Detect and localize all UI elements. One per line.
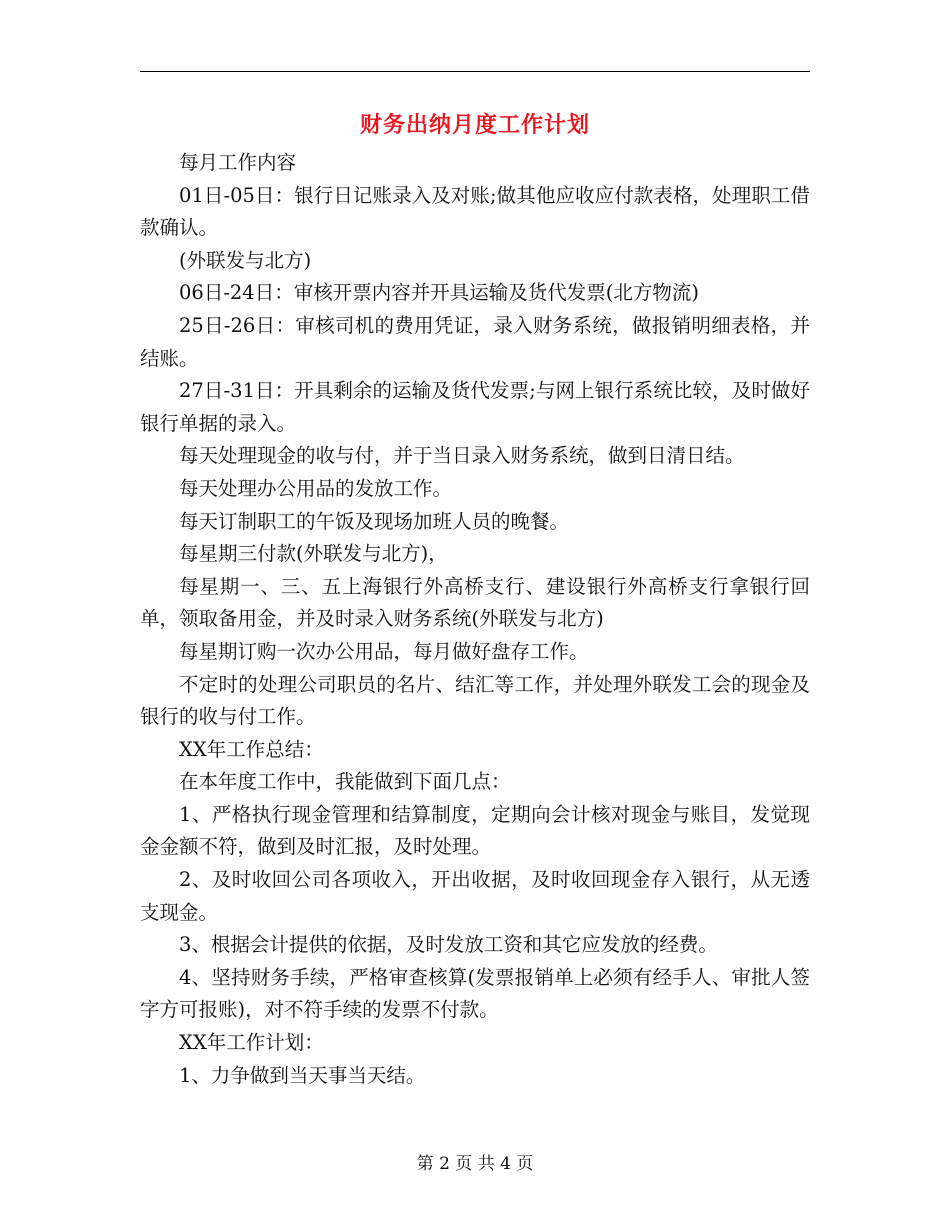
paragraph-summary-heading: XX年工作总结：	[179, 737, 324, 761]
paragraph-wednesday-payment: 每星期三付款(外联发与北方)，	[179, 542, 448, 566]
paragraph-weekly-supplies: 每星期订购一次办公用品，每月做好盘存工作。	[179, 639, 589, 663]
paragraph-irregular-tasks: 不定时的处理公司职员的名片、结汇等工作，并处理外联发工会的现金及银行的收与付工作。	[140, 672, 810, 729]
paragraph-summary-item-2: 2、及时收回公司各项收入，开出收据，及时收回现金存入银行，从无透支现金。	[140, 868, 810, 924]
paragraph-daily-cash: 每天处理现金的收与付，并于当日录入财务系统，做到日清日结。	[179, 444, 745, 468]
paragraph-note-companies: (外联发与北方)	[179, 248, 312, 272]
paragraph-days-01-05: 01日-05日：银行日记账录入及对账;做其他应收应付款表格，处理职工借款确认。	[140, 183, 810, 240]
paragraph-daily-supplies: 每天处理办公用品的发放工作。	[179, 476, 453, 500]
page-number-label: 第 2 页 共 4 页	[416, 1154, 534, 1174]
paragraph-summary-intro: 在本年度工作中，我能做到下面几点：	[179, 770, 511, 794]
paragraph-summary-item-4: 4、坚持财务手续，严格审查核算(发票报销单上必须有经手人、审批人签字方可报账)，对不符手续的发票不付款。	[140, 965, 810, 1022]
paragraph-monthly-work-heading: 每月工作内容	[179, 151, 297, 174]
paragraph-plan-item-1: 1、力争做到当天事当天结。	[179, 1063, 426, 1087]
paragraph-bank-receipts: 每星期一、三、五上海银行外高桥支行、建设银行外高桥支行拿银行回单，领取备用金，并及时录入财务系统(外联发与北方)	[140, 574, 810, 631]
header-rule	[140, 71, 810, 72]
paragraph-days-06-24: 06日-24日：审核开票内容并开具运输及货代发票(北方物流)	[179, 281, 699, 305]
paragraph-daily-meals: 每天订制职工的午饭及现场加班人员的晚餐。	[179, 509, 570, 533]
paragraph-summary-item-1: 1、严格执行现金管理和结算制度，定期向会计核对现金与账目，发觉现金金额不符，做到及时汇报，及时处理。	[140, 802, 810, 859]
paragraph-summary-item-3: 3、根据会计提供的依据，及时发放工资和其它应发放的经费。	[179, 933, 718, 957]
paragraph-plan-heading: XX年工作计划：	[179, 1031, 324, 1055]
document-body	[140, 147, 810, 1092]
document-title: 财务出纳月度工作计划	[359, 112, 590, 138]
page-footer	[0, 1152, 950, 1176]
paragraph-days-27-31: 27日-31日：开具剩余的运输及货代发票;与网上银行系统比较，及时做好银行单据的录入。	[140, 379, 810, 435]
paragraph-days-25-26: 25日-26日：审核司机的费用凭证，录入财务系统，做报销明细表格，并结账。	[140, 313, 810, 370]
